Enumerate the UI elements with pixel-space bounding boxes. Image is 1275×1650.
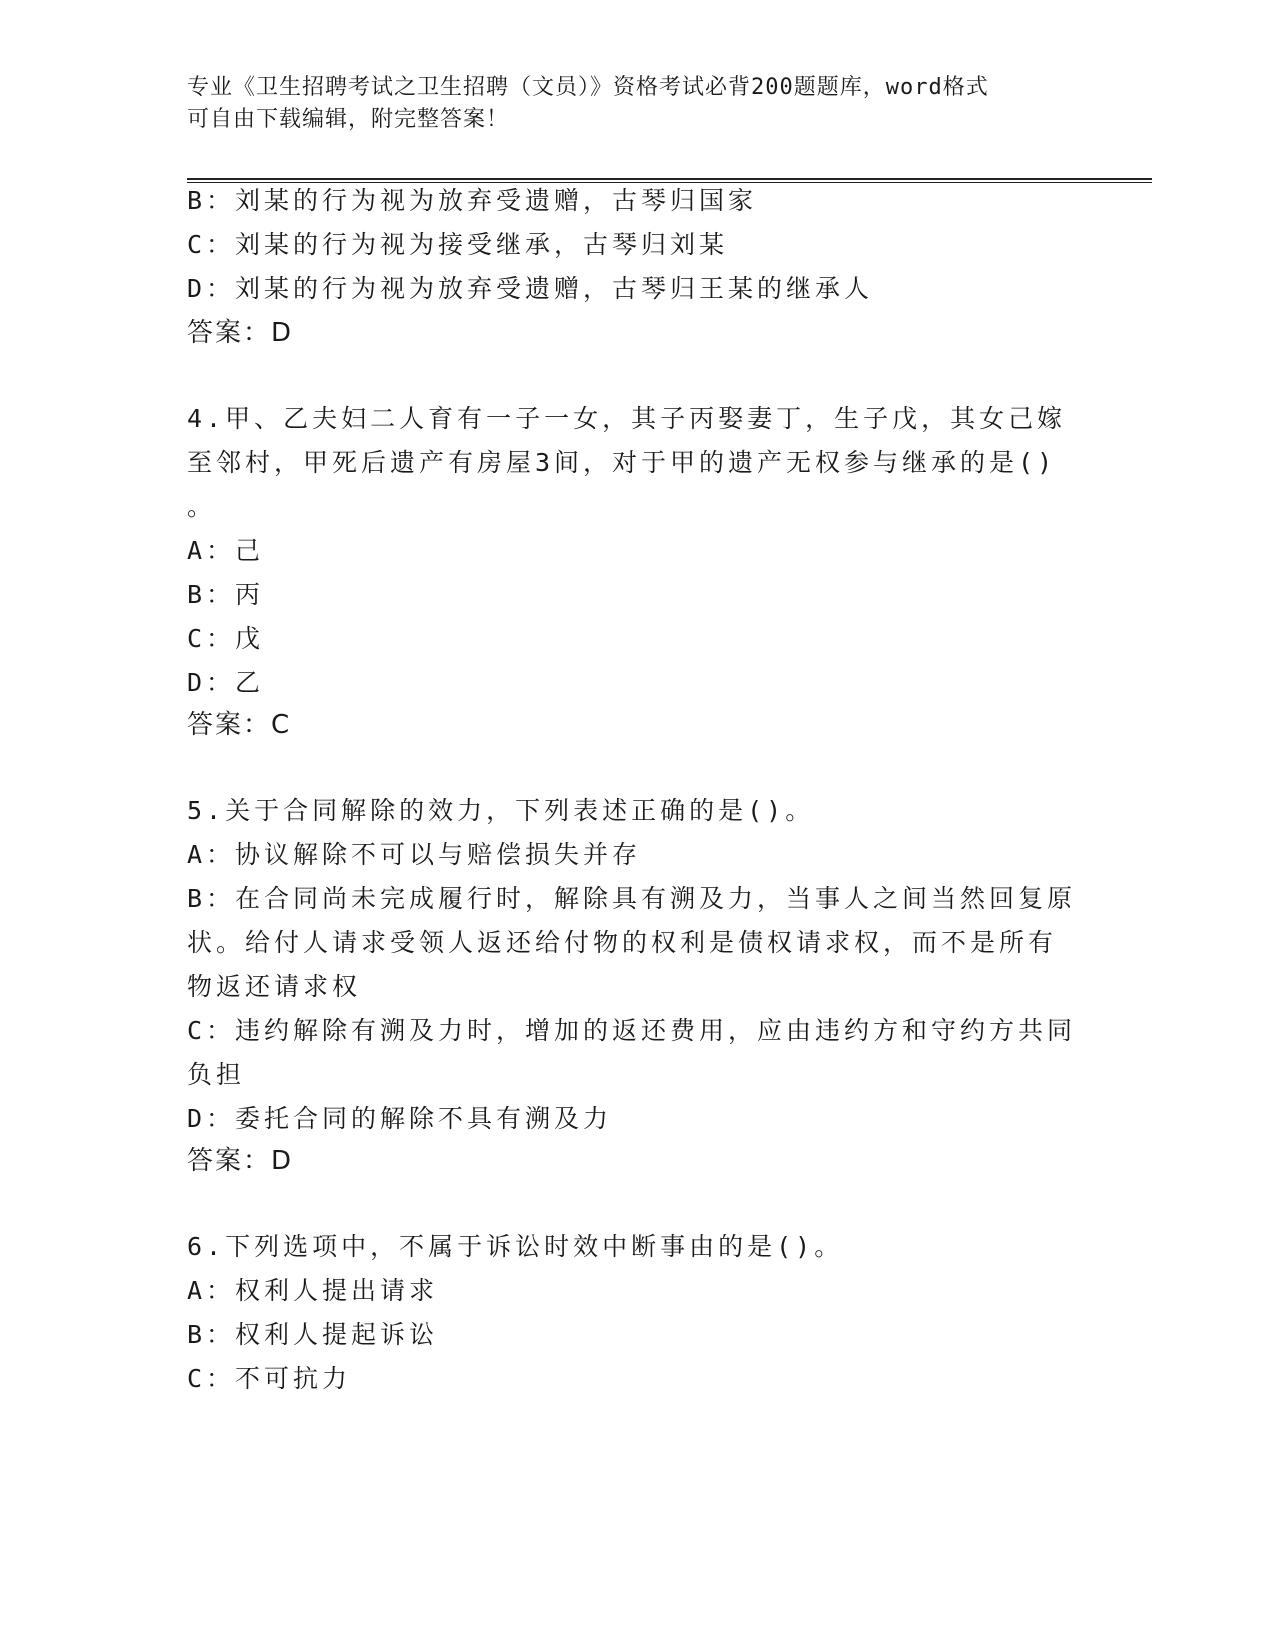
q5-option-b-line-3: 物返还请求权 — [187, 972, 362, 1001]
q5-option-d: D：委托合同的解除不具有溯及力 — [187, 1104, 613, 1133]
q5-answer: 答案：D — [187, 1146, 294, 1176]
q6-option-c: C：不可抗力 — [187, 1364, 352, 1393]
q5-option-a: A：协议解除不可以与赔偿损失并存 — [187, 840, 642, 869]
q4-option-a: A：己 — [187, 536, 265, 565]
q4-option-d: D：乙 — [187, 668, 265, 697]
q6-option-b: B：权利人提起诉讼 — [187, 1320, 439, 1349]
q5-option-c-line-1: C：违约解除有溯及力时，增加的返还费用，应由违约方和守约方共同 — [187, 1016, 1077, 1045]
q4-stem-line-3: 。 — [187, 492, 217, 521]
q4-option-b: B：丙 — [187, 580, 265, 609]
header-title-line-1: 专业《卫生招聘考试之卫生招聘（文员）》资格考试必背200题题库，word格式 — [187, 75, 989, 100]
q4-stem-line-1: 4.甲、乙夫妇二人育有一子一女，其子丙娶妻丁，生子戊，其女己嫁 — [187, 404, 1067, 433]
q4-stem-line-2: 至邻村，甲死后遗产有房屋3间，对于甲的遗产无权参与继承的是() — [187, 448, 1057, 477]
q4-answer: 答案：C — [187, 710, 292, 740]
header-title-line-2: 可自由下载编辑，附完整答案！ — [187, 107, 510, 132]
q5-stem: 5.关于合同解除的效力，下列表述正确的是()。 — [187, 796, 815, 825]
q3-option-d: D：刘某的行为视为放弃受遗赠，古琴归王某的继承人 — [187, 274, 874, 303]
document-header — [187, 72, 1067, 136]
q5-option-b-line-1: B：在合同尚未完成履行时，解除具有溯及力，当事人之间当然回复原 — [187, 884, 1077, 913]
q3-option-b: B：刘某的行为视为放弃受遗赠，古琴归国家 — [187, 186, 758, 215]
q5-option-b-line-2: 状。给付人请求受领人返还给付物的权利是债权请求权，而不是所有 — [187, 928, 1058, 957]
q6-option-a: A：权利人提出请求 — [187, 1276, 439, 1305]
q3-option-c: C：刘某的行为视为接受继承，古琴归刘某 — [187, 230, 729, 259]
q6-stem: 6.下列选项中，不属于诉讼时效中断事由的是()。 — [187, 1232, 844, 1261]
q4-option-c: C：戊 — [187, 624, 265, 653]
q5-option-c-line-2: 负担 — [187, 1060, 246, 1089]
header-divider — [187, 178, 1152, 183]
q3-answer: 答案：D — [187, 318, 294, 348]
